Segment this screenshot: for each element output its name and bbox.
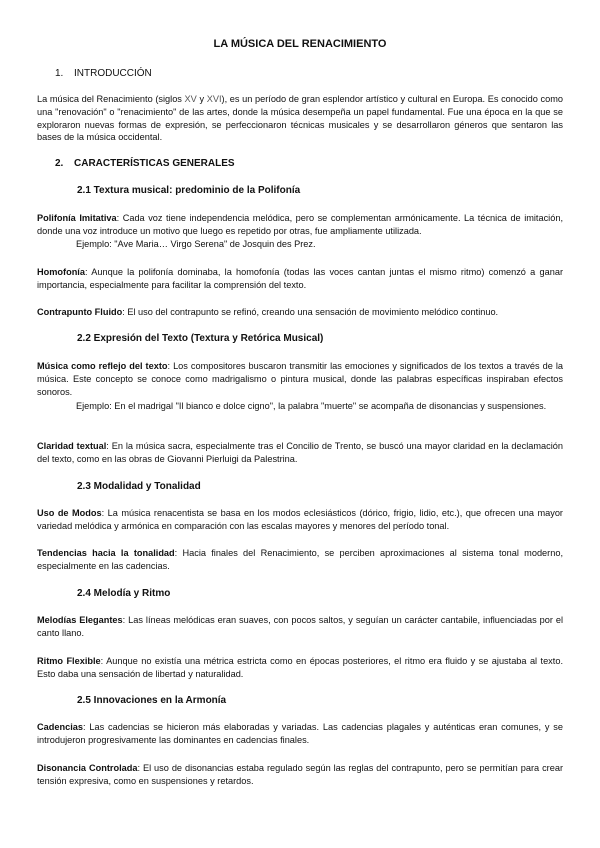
paragraph-uso-de-modos: Uso de Modos: La música renacentista se basa en los modos eclesiásticos (dórico, frigio, lidio, etc.), que ofrecen una mayor variedad melódica y armónica en comparación con las escalas mayores y menores del período tonal.	[37, 508, 563, 531]
term: Ritmo Flexible	[37, 656, 101, 666]
section-title: INTRODUCCIÓN	[74, 68, 152, 79]
subsection-heading-modalidad: 2.3 Modalidad y Tonalidad	[77, 481, 201, 492]
term: Tendencias hacia la tonalidad	[37, 548, 175, 558]
paragraph-cadencias: Cadencias: Las cadencias se hicieron más elaboradas y variadas. Las cadencias plagales y auténticas eran comunes, y se introdujeron progresivamente las dominantes en cadencias finales.	[37, 722, 563, 745]
paragraph-ritmo-flexible: Ritmo Flexible: Aunque no existía una métrica estricta como en épocas posteriores, el ritmo era fluido y se ajustaba al texto. Esto daba una sensación de libertad y naturalidad.	[37, 656, 563, 679]
term: Homofonía	[37, 267, 85, 277]
paragraph-tendencias-tonalidad: Tendencias hacia la tonalidad: Hacia finales del Renacimiento, se perciben aproximaciones al sistema tonal moderno, especialmente en las cadencias.	[37, 548, 563, 571]
paragraph-musica-reflejo: Música como reflejo del texto: Los compositores buscaron transmitir las emociones y significados de los textos a través de la música. Este concepto se conoce como madrigalismo o pintura musical, donde las palabras específicas inspiraban efectos sonoros.	[37, 361, 563, 397]
term: Claridad textual	[37, 441, 107, 451]
term: Cadencias	[37, 722, 83, 732]
section-title: CARACTERÍSTICAS GENERALES	[74, 158, 235, 169]
term: Disonancia Controlada	[37, 763, 138, 773]
section-heading-caracteristicas	[55, 158, 235, 169]
subsection-heading-expresion: 2.2 Expresión del Texto (Textura y Retórica Musical)	[77, 333, 324, 344]
paragraph-homofonia: Homofonía: Aunque la polifonía dominaba, la homofonía (todas las voces cantan juntas el mismo ritmo) comenzó a ganar importancia, especialmente para facilitar la comprensión del texto.	[37, 267, 563, 290]
example-josquin: Ejemplo: "Ave Maria… Virgo Serena" de Josquin des Prez.	[76, 239, 316, 249]
term: Melodías Elegantes	[37, 615, 123, 625]
paragraph-claridad-textual: Claridad textual: En la música sacra, especialmente tras el Concilio de Trento, se buscó una mayor claridad en la declamación del texto, como en las obras de Giovanni Pierluigi da Palestrina.	[37, 441, 563, 464]
term: Música como reflejo del texto	[37, 361, 168, 371]
term: Contrapunto Fluido	[37, 307, 123, 317]
subsection-heading-textura: 2.1 Textura musical: predominio de la Polifonía	[77, 185, 301, 196]
paragraph-polifonia-imitativa: Polifonía Imitativa: Cada voz tiene independencia melódica, pero se complementan armónicamente. La técnica de imitación, donde una voz introduce un motivo que luego es repetido por otras, fue ampliamente utilizada.	[37, 213, 563, 236]
paragraph-disonancia-controlada: Disonancia Controlada: El uso de disonancias estaba regulado según las reglas del contrapunto, pero se permitían para crear tensión expresiva, como en suspensiones y retardos.	[37, 763, 563, 786]
paragraph-melodias-elegantes: Melodías Elegantes: Las líneas melódicas eran suaves, con pocos saltos, y seguían un carácter cantabile, influenciadas por el canto llano.	[37, 615, 563, 638]
page-title: LA MÚSICA DEL RENACIMIENTO	[213, 38, 387, 50]
section-number: 2.	[55, 158, 64, 169]
section-heading-introduccion	[55, 68, 152, 79]
term: Polifonía Imitativa	[37, 213, 117, 223]
paragraph-introduccion: La música del Renacimiento (siglos XV y XVI), es un período de gran esplendor artístico y cultural en Europa. Es conocido como una "renovación" o "renacimiento" de las artes, donde la música desempeña un papel fundamental. Fue una época en la que se exploraron nuevas formas de expresión, se perfeccionaron técnicas musicales y se desarrollaron géneros que sentaron las bases de la música occidental.	[37, 94, 563, 143]
paragraph-contrapunto: Contrapunto Fluido: El uso del contrapunto se refinó, creando una sensación de movimiento melódico continuo.	[37, 307, 499, 317]
section-number: 1.	[55, 68, 64, 79]
term: Uso de Modos	[37, 508, 102, 518]
example-madrigal: Ejemplo: En el madrigal "Il bianco e dolce cigno", la palabra "muerte" se acompaña de disonancias y suspensiones.	[76, 401, 547, 411]
subsection-heading-melodia: 2.4 Melodía y Ritmo	[77, 588, 171, 599]
subsection-heading-armonia: 2.5 Innovaciones en la Armonía	[77, 695, 227, 706]
